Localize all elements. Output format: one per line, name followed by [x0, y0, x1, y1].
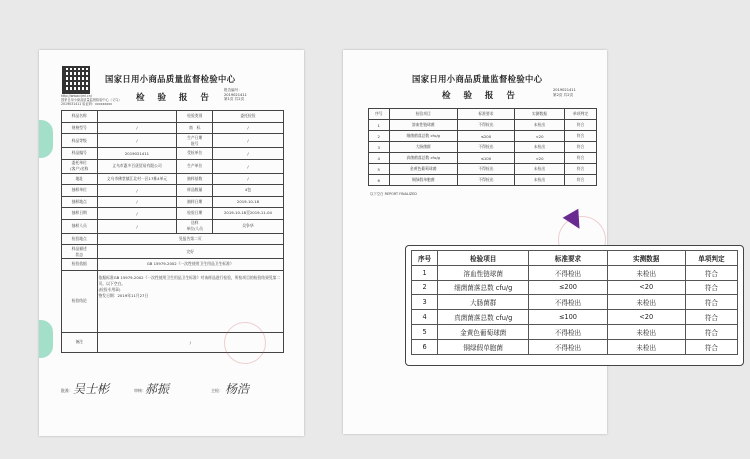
field-label: 检验日期 — [177, 208, 213, 220]
report-meta — [224, 88, 247, 102]
table-row — [62, 208, 284, 220]
table-cell: 符合 — [565, 153, 597, 164]
table-row — [369, 142, 597, 153]
inspect-signature: 杨浩 — [225, 382, 250, 396]
field-label: 样品等级 — [62, 134, 98, 148]
field-value: 2019021411 — [97, 148, 177, 160]
table-cell: 符合 — [565, 175, 597, 186]
table-cell: 1 — [369, 120, 390, 131]
column-header: 序号 — [369, 109, 390, 120]
report-meta — [553, 88, 576, 97]
table-cell: 未检出 — [514, 142, 564, 153]
table-cell: 大肠菌群 — [438, 295, 529, 310]
results-table-zoomed — [411, 250, 738, 355]
table-cell: <20 — [607, 310, 685, 325]
column-header: 检验项目 — [389, 109, 457, 120]
table-cell: ≤200 — [457, 131, 514, 142]
field-label: 检验类别 — [177, 111, 213, 123]
table-cell: 未检出 — [514, 120, 564, 131]
footer-note: 以下空白 REPORT FINALIZED — [370, 192, 417, 196]
review-signature: 郝振 — [145, 382, 170, 396]
field-value: 2019-10-18 — [212, 196, 283, 208]
table-row — [369, 131, 597, 142]
table-cell: 细菌菌落总数 cfu/g — [438, 280, 529, 295]
table-cell: ≤100 — [529, 310, 607, 325]
field-label: 抽样日期 — [62, 208, 98, 220]
table-cell: 符合 — [565, 142, 597, 153]
report-page-1 — [39, 50, 304, 436]
field-value: / — [97, 219, 177, 233]
field-value: 义乌市惠多百货贸易有限公司 — [97, 159, 177, 173]
table-cell: ≤200 — [529, 280, 607, 295]
field-label: 样品数量 — [177, 185, 213, 197]
table-cell: 符合 — [685, 324, 737, 339]
field-value: / — [212, 148, 283, 160]
table-row — [369, 120, 597, 131]
table-cell: 不得检出 — [529, 295, 607, 310]
table-cell: 5 — [412, 324, 438, 339]
column-header: 单项判定 — [565, 109, 597, 120]
table-cell: <20 — [607, 280, 685, 295]
table-cell: 不得检出 — [529, 324, 607, 339]
field-label: 检验地点 — [62, 233, 98, 245]
table-cell: 溶血性链球菌 — [389, 120, 457, 131]
table-cell: 铜绿假单胞菌 — [438, 339, 529, 354]
table-row — [412, 295, 738, 310]
results-table-small — [368, 108, 597, 186]
field-label: 样品名称 — [62, 111, 98, 123]
field-value: 2019-10-18至2019-11-04 — [212, 208, 283, 220]
table-row — [369, 164, 597, 175]
table-cell: 3 — [369, 142, 390, 153]
table-cell: 2 — [412, 280, 438, 295]
table-cell: 不得检出 — [457, 142, 514, 153]
report-title: 国家日用小商品质量监督检验中心 — [105, 74, 236, 84]
table-cell: 未检出 — [607, 339, 685, 354]
approve-label: 批准： — [61, 388, 73, 393]
field-label: 样品编号 — [62, 148, 98, 160]
table-row — [62, 233, 284, 245]
page-tab-marker — [39, 120, 53, 158]
table-row — [412, 324, 738, 339]
field-value: 义乌市佛堂镇江北村一区17栋4单元 — [97, 173, 177, 185]
table-row — [62, 259, 284, 271]
report-info-table — [61, 110, 284, 353]
field-value: / — [97, 208, 177, 220]
table-cell: 不得检出 — [457, 175, 514, 186]
report-no: 2019021411 — [224, 92, 247, 97]
table-cell: 符合 — [565, 131, 597, 142]
field-label: 商 标 — [177, 122, 213, 134]
field-label: 检验依据 — [62, 259, 98, 271]
column-header: 实测数据 — [514, 109, 564, 120]
field-label: 样品描述 状态 — [62, 245, 98, 259]
qr-caption — [61, 94, 122, 106]
field-value: 吴争华 — [212, 219, 283, 233]
field-value: 委托检验 — [212, 111, 283, 123]
report-subtitle: 检 验 报 告 — [136, 93, 214, 103]
table-row — [369, 153, 597, 164]
table-cell: 符合 — [685, 339, 737, 354]
field-value: / — [97, 196, 177, 208]
table-row — [412, 280, 738, 295]
page-indicator: 第1页 共2页 — [224, 97, 245, 102]
table-row — [62, 134, 284, 148]
field-value: / — [212, 122, 283, 134]
table-cell: 不得检出 — [529, 339, 607, 354]
table-cell: 6 — [412, 339, 438, 354]
approve-signature: 吴士彬 — [73, 382, 110, 396]
table-cell: 金黄色葡萄球菌 — [438, 324, 529, 339]
table-cell: 未检出 — [607, 295, 685, 310]
field-value: / — [97, 332, 283, 352]
table-cell: 2 — [369, 131, 390, 142]
field-label: 抽样单位 — [62, 185, 98, 197]
field-value: 完好 — [97, 245, 283, 259]
report-no: 2019021411 — [553, 88, 576, 92]
field-label: 规格型号 — [62, 122, 98, 134]
table-row — [62, 148, 284, 160]
field-value: 见报告第二页 — [97, 233, 283, 245]
field-label: 送样 单位/人员 — [177, 219, 213, 233]
field-label: 委托单位 (客户)名称 — [62, 159, 98, 173]
table-row — [62, 122, 284, 134]
field-value: 4包 — [212, 185, 283, 197]
table-cell: 真菌菌落总数 cfu/g — [438, 310, 529, 325]
table-cell: 6 — [369, 175, 390, 186]
table-cell: 不得检出 — [457, 164, 514, 175]
table-row — [412, 310, 738, 325]
qr-code-icon — [62, 66, 90, 94]
review-label: 审核： — [134, 388, 146, 393]
table-cell: ≤100 — [457, 153, 514, 164]
table-row — [62, 185, 284, 197]
field-label: 受检单位 — [177, 148, 213, 160]
table-row — [62, 196, 284, 208]
table-cell: 5 — [369, 164, 390, 175]
table-cell: 4 — [412, 310, 438, 325]
field-value: / — [97, 185, 177, 197]
table-cell: 细菌菌落总数 cfu/g — [389, 131, 457, 142]
field-value: GB 15979-2002《一次性使用卫生用品卫生标准》 — [97, 259, 283, 271]
page-indicator: 第2页 共2页 — [553, 92, 574, 97]
qr-caption-line: http://www.cjmi.cn/ — [61, 94, 92, 98]
table-header-row — [369, 109, 597, 120]
field-label: 生产单位 — [177, 159, 213, 173]
table-cell: 铜绿假单胞菌 — [389, 175, 457, 186]
field-value — [97, 111, 177, 123]
table-header-row — [412, 251, 738, 266]
table-cell: 1 — [412, 265, 438, 280]
table-cell: 大肠菌群 — [389, 142, 457, 153]
table-cell: 符合 — [685, 280, 737, 295]
field-label: 备注 — [62, 332, 98, 352]
field-value: / — [97, 134, 177, 148]
table-cell: <20 — [514, 153, 564, 164]
table-row — [412, 265, 738, 280]
table-cell: 符合 — [685, 295, 737, 310]
field-label: 抽样日期 — [177, 196, 213, 208]
column-header: 实测数据 — [607, 251, 685, 266]
table-cell: 不得检出 — [529, 265, 607, 280]
field-label: 地址 — [62, 173, 98, 185]
field-label: 抽样基数 — [177, 173, 213, 185]
table-cell: 3 — [412, 295, 438, 310]
table-cell: 未检出 — [607, 265, 685, 280]
table-row — [62, 219, 284, 233]
field-label: 抽样人员 — [62, 219, 98, 233]
results-zoom-callout — [405, 245, 744, 366]
column-header: 标准要求 — [529, 251, 607, 266]
table-cell: 符合 — [685, 310, 737, 325]
field-label: 抽样地点 — [62, 196, 98, 208]
table-row — [369, 175, 597, 186]
column-header: 序号 — [412, 251, 438, 266]
table-row — [62, 245, 284, 259]
table-cell: 符合 — [685, 265, 737, 280]
field-value: / — [212, 159, 283, 173]
official-seal — [224, 322, 266, 364]
field-value: / — [212, 134, 283, 148]
field-label: 生产日期 批号 — [177, 134, 213, 148]
column-header: 标准要求 — [457, 109, 514, 120]
report-title: 国家日用小商品质量监督检验中心 — [412, 74, 543, 84]
table-row — [62, 173, 284, 185]
column-header: 检验项目 — [438, 251, 529, 266]
page-tab-marker — [39, 320, 53, 358]
table-cell: 未检出 — [607, 324, 685, 339]
table-cell: 4 — [369, 153, 390, 164]
report-subtitle: 检 验 报 告 — [442, 91, 520, 101]
table-cell: 金黄色葡萄球菌 — [389, 164, 457, 175]
table-cell: 真菌菌落总数 cfu/g — [389, 153, 457, 164]
table-cell: 符合 — [565, 120, 597, 131]
table-row — [62, 159, 284, 173]
table-row — [412, 339, 738, 354]
qr-caption-line: 国家日用小商品质量监督检验中心（义乌） — [61, 98, 122, 102]
column-header: 单项判定 — [685, 251, 737, 266]
field-value: / — [212, 173, 283, 185]
qr-caption-line: 2019031411 验证码：xxxxxxxxx — [61, 102, 113, 106]
report-page-2 — [343, 50, 607, 434]
report-no-label: 报告编号： — [224, 88, 242, 92]
field-value: / — [97, 122, 177, 134]
table-cell: 不得检出 — [457, 120, 514, 131]
table-row — [62, 111, 284, 123]
table-cell: 未检出 — [514, 164, 564, 175]
field-value: 依据标准GB 15979-2002《一次性使用卫生用品卫生标准》对该样品进行检验，所检项目的检验结果见第二页。以下空白。 (检验专用章) 签发日期：2019年11月27日 — [97, 270, 283, 332]
table-cell: <20 — [514, 131, 564, 142]
table-cell: 溶血性链球菌 — [438, 265, 529, 280]
table-cell: 符合 — [565, 164, 597, 175]
field-label: 检验结论 — [62, 270, 98, 332]
table-cell: 未检出 — [514, 175, 564, 186]
inspect-label: 主检： — [211, 388, 223, 393]
